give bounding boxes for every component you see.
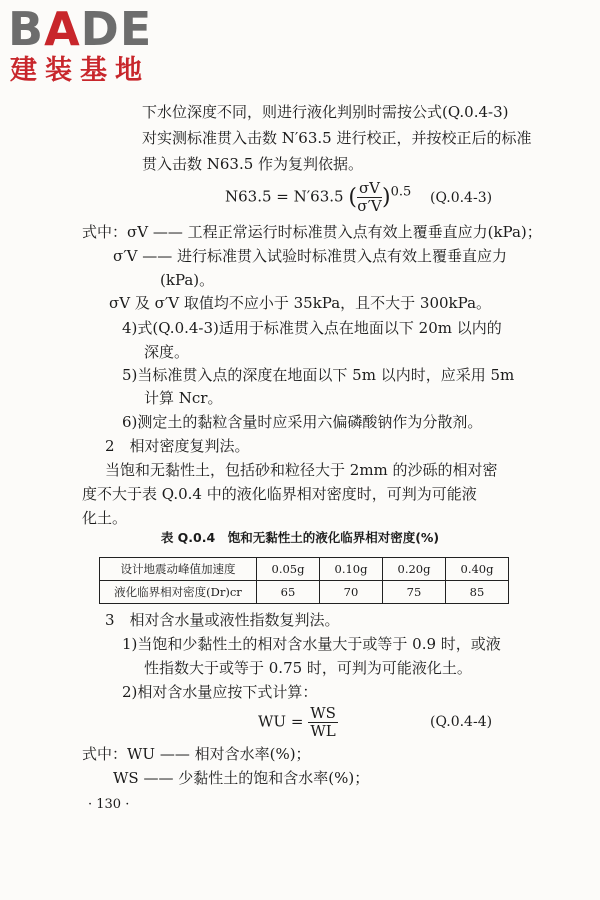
section-heading: 2 相对密度复判法。 bbox=[105, 437, 250, 455]
table-row bbox=[100, 581, 509, 604]
text-line: 对实测标准贯入击数 N′63.5 进行校正，并按校正后的标准 bbox=[142, 129, 532, 147]
table-cell: 设计地震动峰值加速度 bbox=[100, 558, 257, 581]
table-cell: 0.40g bbox=[446, 558, 509, 581]
logo-subtitle: 建装基地 bbox=[10, 55, 150, 86]
eq2-num: WS bbox=[310, 704, 336, 722]
text-line: σ′V —— 进行标准贯入试验时标准贯入点有效上覆垂直应力 bbox=[113, 247, 508, 265]
eq1-exp: 0.5 bbox=[390, 184, 412, 200]
eq1-number: (Q.0.4-3) bbox=[430, 190, 493, 206]
text-line: 下水位深度不同，则进行液化判别时需按公式(Q.0.4-3) bbox=[142, 103, 509, 121]
table-cell: 0.10g bbox=[320, 558, 383, 581]
text-line: 性指数大于或等于 0.75 时，可判为可能液化土。 bbox=[144, 659, 472, 677]
bade-logo bbox=[8, 4, 178, 99]
text-line: 计算 Ncr。 bbox=[144, 389, 223, 407]
table-cell: 液化临界相对密度(Dr)cr bbox=[100, 581, 257, 604]
text-line: 1)当饱和少黏性土的相对含水量大于或等于 0.9 时，或液 bbox=[122, 635, 501, 653]
text-line: 式中：WU —— 相对含水率(%)； bbox=[82, 745, 311, 763]
page-number: · 130 · bbox=[88, 797, 130, 812]
text-line: 式中：σV —— 工程正常运行时标准贯入点有效上覆垂直应力(kPa)； bbox=[82, 223, 542, 241]
text-line: (kPa)。 bbox=[160, 271, 215, 289]
liquefaction-table bbox=[99, 557, 509, 604]
text-line: 贯入击数 N63.5 作为复判依据。 bbox=[142, 155, 364, 173]
table-cell: 65 bbox=[257, 581, 320, 604]
text-line: 当饱和无黏性土，包括砂和粒径大于 2mm 的沙砾的相对密 bbox=[105, 461, 498, 479]
text-line: WS —— 少黏性土的饱和含水率(%)； bbox=[113, 769, 370, 787]
text-line: 2)相对含水量应按下式计算： bbox=[122, 683, 318, 701]
table-cell: 0.20g bbox=[383, 558, 446, 581]
table-cell: 0.05g bbox=[257, 558, 320, 581]
text-line: 6)测定土的黏粒含量时应采用六偏磷酸钠作为分散剂。 bbox=[122, 413, 483, 431]
eq2-number: (Q.0.4-4) bbox=[430, 714, 493, 730]
logo-word: BADE bbox=[8, 2, 153, 56]
eq2-lhs: WU = bbox=[258, 712, 304, 731]
equation-q043: N63.5 = N′63.5 ( $\frac{\sigma V}{\sigma'V}$ )$^{0.5}$ bbox=[225, 179, 412, 215]
table-caption: 表 Q.0.4 饱和无黏性土的液化临界相对密度(%) bbox=[160, 530, 440, 545]
text-line: 度不大于表 Q.0.4 中的液化临界相对密度时，可判为可能液 bbox=[82, 485, 477, 503]
text-line: σV 及 σ′V 取值均不应小于 35kPa，且不大于 300kPa。 bbox=[109, 294, 492, 312]
table-cell: 75 bbox=[383, 581, 446, 604]
text-line: 5)当标准贯入点的深度在地面以下 5m 以内时，应采用 5m bbox=[122, 366, 515, 384]
table-cell: 70 bbox=[320, 581, 383, 604]
table-cell: 85 bbox=[446, 581, 509, 604]
eq1-den: σ′V bbox=[357, 197, 382, 215]
eq2-den: WL bbox=[310, 722, 336, 740]
text-line: 4)式(Q.0.4-3)适用于标准贯入点在地面以下 20m 以内的 bbox=[122, 319, 502, 337]
table-row bbox=[100, 558, 509, 581]
eq1-lhs: N63.5 = N′63.5 bbox=[225, 187, 344, 206]
eq1-num: σV bbox=[358, 179, 381, 197]
text-line: 化土。 bbox=[82, 509, 128, 527]
section-heading: 3 相对含水量或液性指数复判法。 bbox=[105, 611, 340, 629]
equation-q044 bbox=[258, 705, 338, 740]
text-line: 深度。 bbox=[144, 343, 190, 361]
